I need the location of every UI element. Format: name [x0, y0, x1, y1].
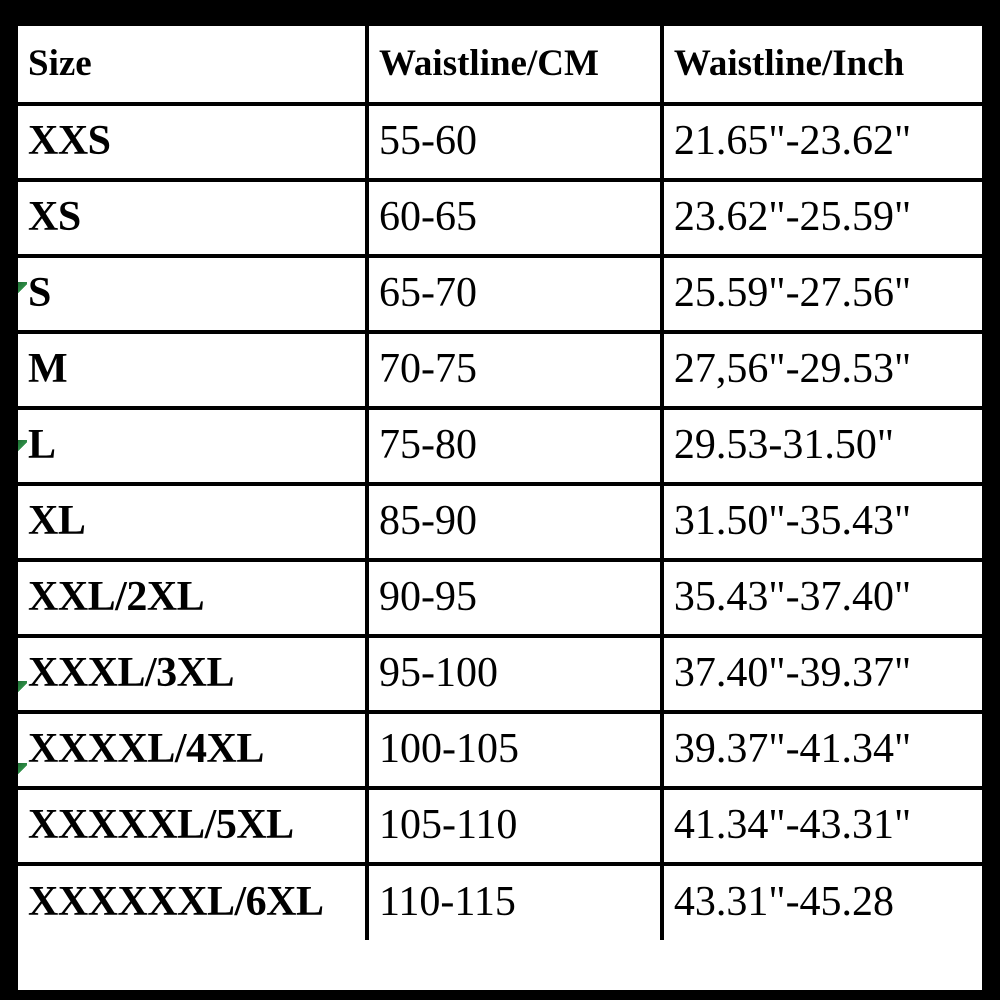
cell-size: XL — [18, 484, 367, 560]
cell-inch: 23.62"-25.59" — [662, 180, 982, 256]
cell-inch: 37.40"-39.37" — [662, 636, 982, 712]
column-header-waistline-inch: Waistline/Inch — [662, 26, 982, 104]
cell-size: XXXXL/4XL — [18, 712, 367, 788]
cell-cm: 85-90 — [367, 484, 662, 560]
cell-cm: 100-105 — [367, 712, 662, 788]
cell-cm: 55-60 — [367, 104, 662, 180]
table-row — [18, 636, 982, 712]
table-row — [18, 712, 982, 788]
cell-cm: 105-110 — [367, 788, 662, 864]
table-row — [18, 864, 982, 940]
cell-size: XS — [18, 180, 367, 256]
column-header-waistline-cm: Waistline/CM — [367, 26, 662, 104]
cell-cm: 65-70 — [367, 256, 662, 332]
size-chart-table — [18, 26, 982, 940]
cell-inch: 29.53-31.50" — [662, 408, 982, 484]
cell-size: XXXL/3XL — [18, 636, 367, 712]
table-row — [18, 788, 982, 864]
cell-cm: 90-95 — [367, 560, 662, 636]
cell-inch: 21.65"-23.62" — [662, 104, 982, 180]
table-body — [18, 104, 982, 940]
cell-cm: 75-80 — [367, 408, 662, 484]
cell-inch: 25.59"-27.56" — [662, 256, 982, 332]
cell-size: L — [18, 408, 367, 484]
table-row — [18, 560, 982, 636]
table-header-row — [18, 26, 982, 104]
table-row — [18, 484, 982, 560]
cell-inch: 41.34"-43.31" — [662, 788, 982, 864]
size-chart-table-container — [14, 22, 986, 990]
cell-inch: 35.43"-37.40" — [662, 560, 982, 636]
cell-size: XXL/2XL — [18, 560, 367, 636]
cell-cm: 60-65 — [367, 180, 662, 256]
table-row — [18, 332, 982, 408]
cell-inch: 31.50"-35.43" — [662, 484, 982, 560]
cell-cm: 70-75 — [367, 332, 662, 408]
cell-cm: 95-100 — [367, 636, 662, 712]
cell-size: XXXXXL/5XL — [18, 788, 367, 864]
table-row — [18, 408, 982, 484]
cell-size: XXXXXXL/6XL — [18, 864, 367, 940]
table-row — [18, 180, 982, 256]
cell-size: XXS — [18, 104, 367, 180]
table-row — [18, 256, 982, 332]
cell-inch: 27,56"-29.53" — [662, 332, 982, 408]
table-row — [18, 104, 982, 180]
cell-size: S — [18, 256, 367, 332]
cell-cm: 110-115 — [367, 864, 662, 940]
cell-inch: 39.37"-41.34" — [662, 712, 982, 788]
table-header — [18, 26, 982, 104]
column-header-size: Size — [18, 26, 367, 104]
cell-inch: 43.31"-45.28 — [662, 864, 982, 940]
cell-size: M — [18, 332, 367, 408]
